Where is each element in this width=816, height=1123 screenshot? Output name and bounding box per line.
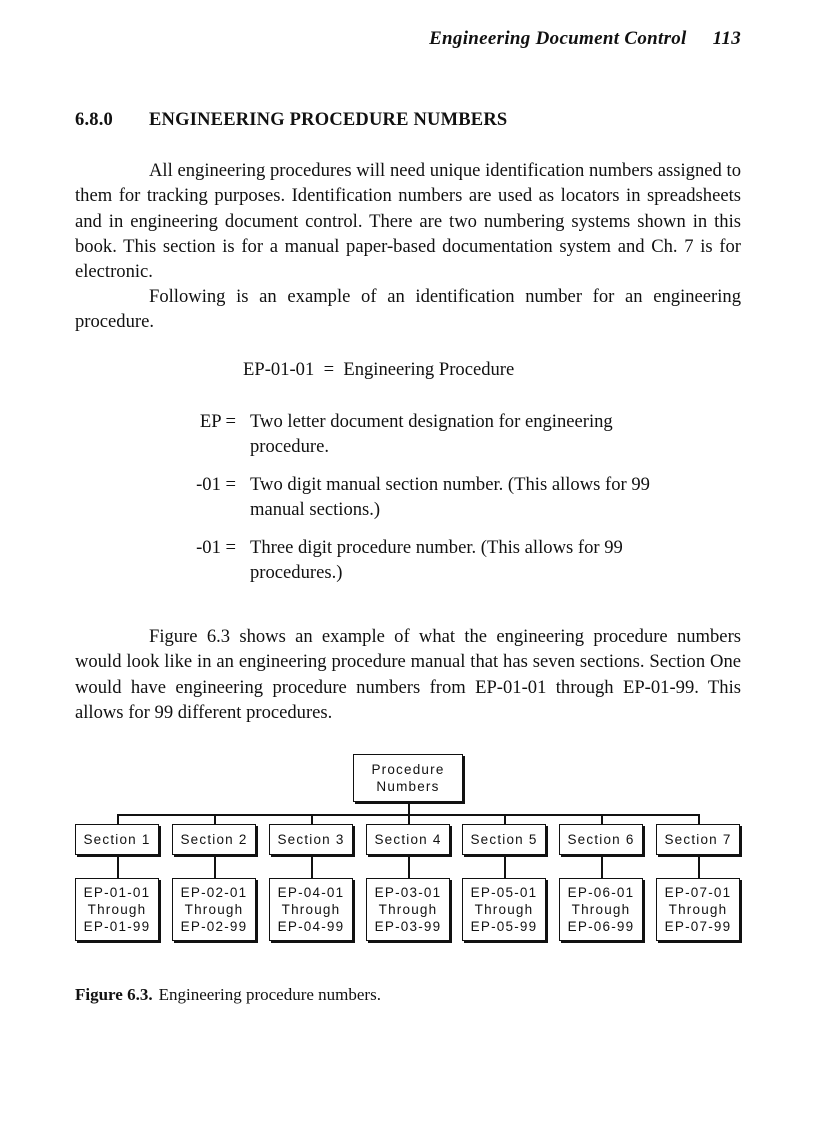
- section-heading: [75, 110, 507, 131]
- connector-sec: [117, 814, 119, 824]
- range-box: [172, 878, 256, 941]
- root-label-line1: Procedure: [371, 762, 445, 777]
- definition-item: [150, 409, 690, 459]
- range-first: EP-03-01: [374, 885, 442, 900]
- paragraph-2: Following is an example of an identification number for an engineering procedure.: [75, 286, 741, 333]
- definition-item: [150, 535, 690, 585]
- connector-sec: [504, 814, 506, 824]
- range-through: Through: [668, 902, 728, 917]
- connector-range: [698, 857, 700, 878]
- range-last: EP-04-99: [277, 919, 345, 934]
- section-box: Section 7: [656, 824, 740, 855]
- section-box: Section 6: [559, 824, 643, 855]
- range-last: EP-06-99: [567, 919, 635, 934]
- connector-range: [311, 857, 313, 878]
- running-head: [0, 28, 741, 50]
- figure-caption: [75, 985, 381, 1005]
- page-number: 113: [712, 28, 741, 49]
- range-first: EP-02-01: [180, 885, 248, 900]
- section-title: ENGINEERING PROCEDURE NUMBERS: [149, 110, 508, 130]
- connector-sec: [311, 814, 313, 824]
- range-through: Through: [281, 902, 341, 917]
- connector-range: [117, 857, 119, 878]
- range-through: Through: [474, 902, 534, 917]
- connector-bus: [117, 814, 698, 816]
- example-id: EP-01-01 = Engineering Procedure: [243, 359, 515, 380]
- connector-sec: [698, 814, 700, 824]
- range-first: EP-06-01: [567, 885, 635, 900]
- range-box: [366, 878, 450, 941]
- range-last: EP-05-99: [470, 919, 538, 934]
- connector-sec: [214, 814, 216, 824]
- caption-text: Engineering procedure numbers.: [158, 985, 381, 1004]
- definition-term: -01 =: [196, 474, 236, 495]
- range-through: Through: [378, 902, 438, 917]
- range-last: EP-07-99: [664, 919, 732, 934]
- range-through: Through: [571, 902, 631, 917]
- connector-root: [408, 804, 410, 815]
- range-through: Through: [184, 902, 244, 917]
- section-box: Section 4: [366, 824, 450, 855]
- definition-term: EP =: [199, 411, 236, 432]
- range-box: [559, 878, 643, 941]
- connector-range: [408, 857, 410, 878]
- running-title: Engineering Document Control: [429, 28, 687, 49]
- section-box: Section 1: [75, 824, 159, 855]
- connector-range: [601, 857, 603, 878]
- range-last: EP-01-99: [83, 919, 151, 934]
- definition-term: -01 =: [196, 537, 236, 558]
- connector-range: [214, 857, 216, 878]
- root-label-line2: Numbers: [376, 779, 440, 794]
- range-box: [75, 878, 159, 941]
- caption-label: Figure 6.3.: [75, 985, 153, 1004]
- paragraph-1: All engineering procedures will need unique identification numbers assigned to them for tracking purposes. Identification numbers are used as locators in spreadsheets and in engineering document control. There are two numbering systems shown in this book. This section is for a manual paper-based documentation system and Ch. 7 is for electronic.: [75, 160, 741, 283]
- section-box: Section 2: [172, 824, 256, 855]
- range-last: EP-03-99: [374, 919, 442, 934]
- section-box: Section 5: [462, 824, 546, 855]
- paragraph-3: Figure 6.3 shows an example of what the engineering procedure numbers would look like in an engineering procedure manual that has seven sections. Section One would have engineering procedure numbers from EP-01-01 through EP-01-99. This allows for 99 different procedures.: [75, 626, 741, 723]
- range-first: EP-04-01: [277, 885, 345, 900]
- definition-desc: Two letter document designation for engineering procedure.: [250, 411, 613, 457]
- range-last: EP-02-99: [180, 919, 248, 934]
- connector-sec: [408, 814, 410, 824]
- range-first: EP-01-01: [83, 885, 151, 900]
- section-number: 6.8.0: [75, 110, 113, 130]
- definition-desc: Two digit manual section number. (This allows for 99 manual sections.): [250, 474, 650, 520]
- range-through: Through: [87, 902, 147, 917]
- range-first: EP-07-01: [664, 885, 732, 900]
- range-box: [462, 878, 546, 941]
- range-box: [269, 878, 353, 941]
- section-box: Section 3: [269, 824, 353, 855]
- definition-desc: Three digit procedure number. (This allows for 99 procedures.): [250, 537, 623, 583]
- range-box: [656, 878, 740, 941]
- connector-sec: [601, 814, 603, 824]
- range-first: EP-05-01: [470, 885, 538, 900]
- procedure-numbers-box: [353, 754, 463, 802]
- definition-item: [150, 472, 690, 522]
- connector-range: [504, 857, 506, 878]
